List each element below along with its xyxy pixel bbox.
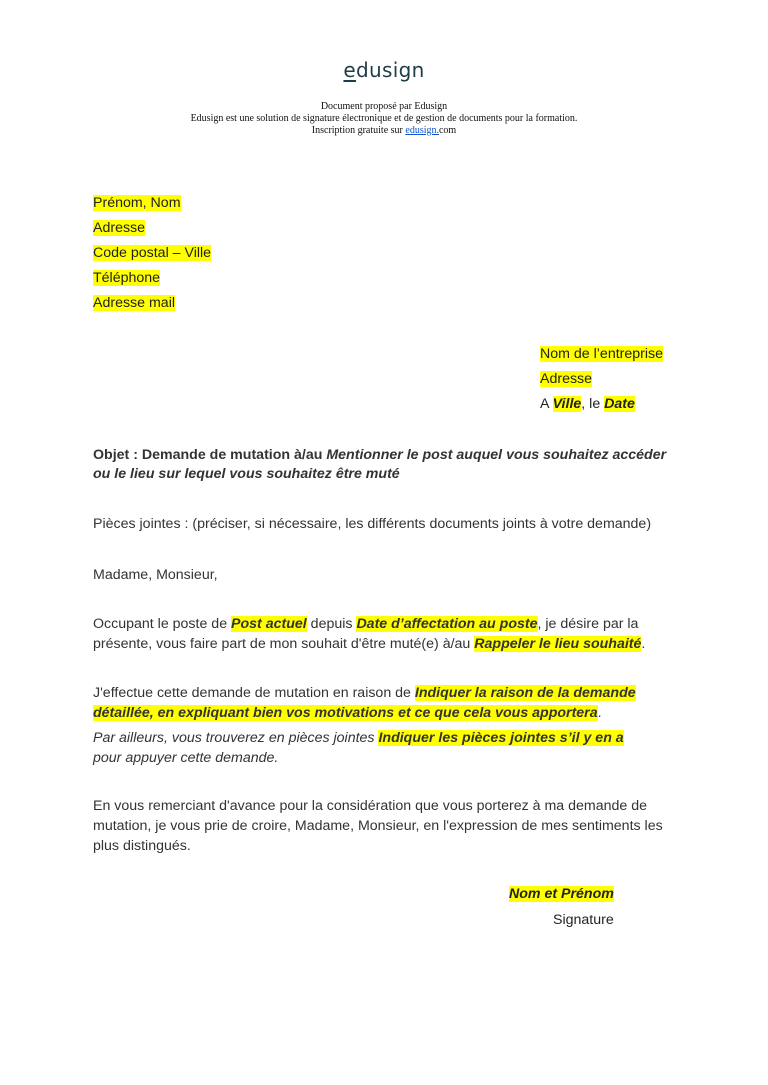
header-line-3: Inscription gratuite sur edusign.com bbox=[311, 125, 457, 136]
subject-line-2: ou le lieu sur lequel vous souhaitez être muté bbox=[93, 466, 400, 482]
signature-name: Nom et Prénom bbox=[509, 886, 614, 902]
paragraph-reason: J'effectue cette demande de mutation en raison de Indiquer la raison de la demande détaillée, en expliquant bien vos motivations et ce que cela vous apportera. bbox=[93, 685, 636, 721]
sender-email: Adresse mail bbox=[93, 295, 176, 311]
closing-paragraph: En vous remerciant d'avance pour la considération que vous porterez à ma demande de mutation, je vous prie de croire, Madame, Monsieur, en l'expression de mes sentiments les plus distingués. bbox=[93, 798, 663, 854]
header-info bbox=[0, 101, 768, 137]
recipient-address: Adresse bbox=[540, 371, 593, 387]
desired-place-placeholder: Rappeler le lieu souhaité bbox=[474, 636, 642, 652]
edusign-link[interactable]: edusign. bbox=[405, 125, 439, 136]
paragraph-attachments: Par ailleurs, vous trouverez en pièces jointes Indiquer les pièces jointes s’il y en a pour appuyer cette demande. bbox=[93, 730, 624, 766]
sender-postal-city: Code postal – Ville bbox=[93, 245, 212, 261]
header-line-2: Edusign est une solution de signature électronique et de gestion de documents pour la formation. bbox=[190, 113, 578, 124]
place-and-date: A Ville, le Date bbox=[540, 396, 635, 412]
date-placeholder: Date bbox=[604, 396, 635, 412]
sender-name: Prénom, Nom bbox=[93, 195, 181, 211]
salutation: Madame, Monsieur, bbox=[93, 567, 218, 583]
attachments-line: Pièces jointes : (préciser, si nécessaire, les différents documents joints à votre demande) bbox=[93, 516, 652, 532]
subject-line-1: Objet : Demande de mutation à/au Mentionner le post auquel vous souhaitez accéder bbox=[93, 447, 667, 463]
reason-placeholder: Indiquer la raison de la demande détaillée, en expliquant bien vos motivations et ce que cela vous apportera bbox=[93, 685, 636, 721]
assignment-date-placeholder: Date d’affectation au poste bbox=[356, 616, 538, 632]
city-placeholder: Ville bbox=[552, 396, 582, 412]
header-line-1: Document proposé par Edusign bbox=[320, 101, 448, 112]
sender-phone: Téléphone bbox=[93, 270, 161, 286]
recipient-company: Nom de l’entreprise bbox=[540, 346, 664, 362]
sender-address: Adresse bbox=[93, 220, 146, 236]
signature-label: Signature bbox=[553, 912, 614, 928]
attachments-placeholder: Indiquer les pièces jointes s’il y en a bbox=[378, 730, 624, 746]
current-post-placeholder: Post actuel bbox=[231, 616, 307, 632]
edusign-logo: edusign bbox=[343, 58, 425, 82]
paragraph-current-post: Occupant le poste de Post actuel depuis Date d’affectation au poste, je désire par la présente, vous faire part de mon souhait d'être muté(e) à/au Rappeler le lieu souhaité. bbox=[93, 616, 646, 652]
